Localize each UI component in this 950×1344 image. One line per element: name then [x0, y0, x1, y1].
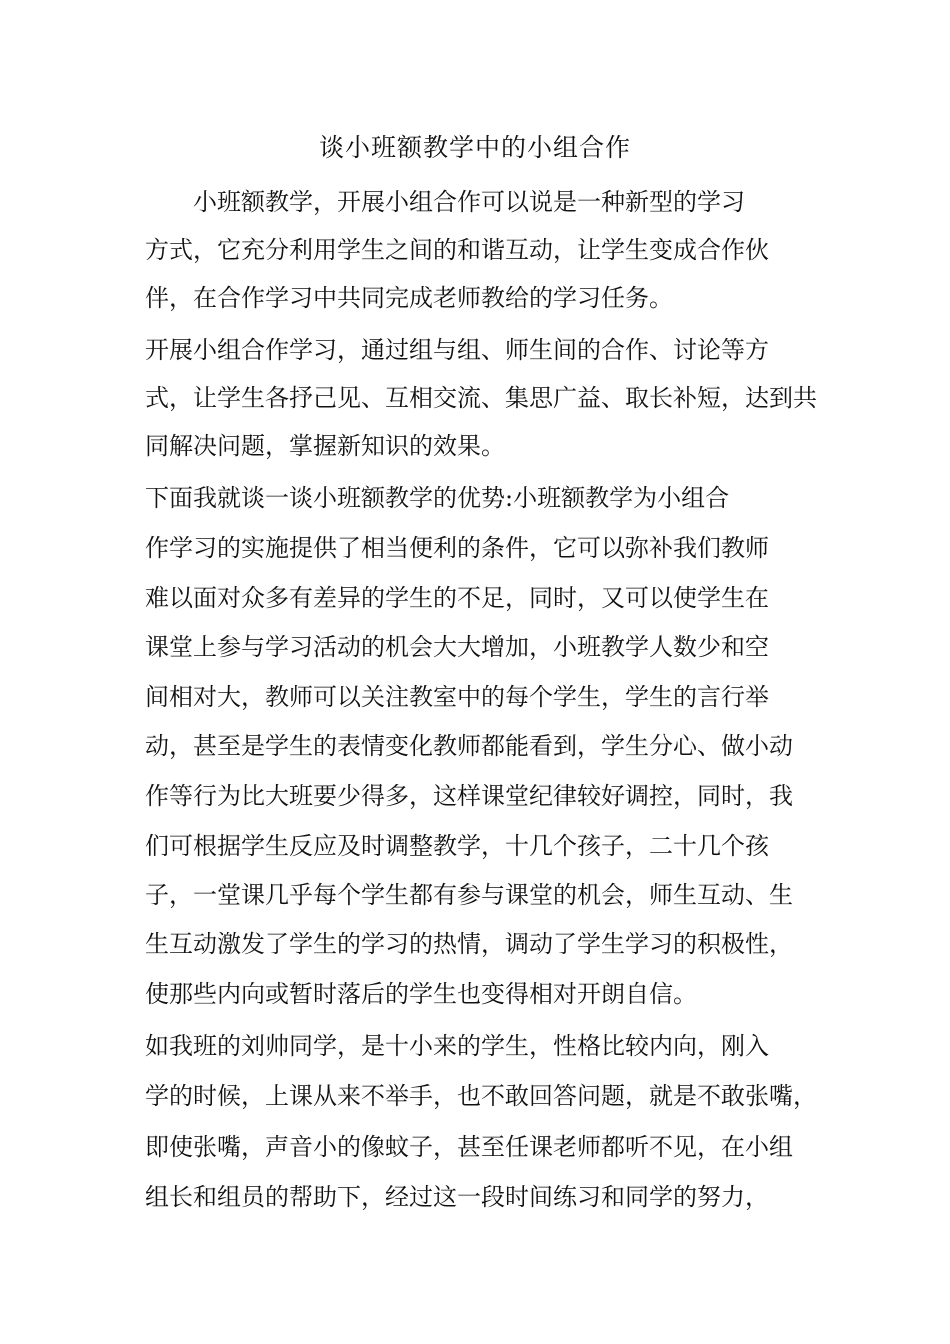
document-title: 谈小班额教学中的小组合作 — [318, 133, 631, 162]
paragraph-line: 课堂上参与学习活动的机会大大增加，小班教学人数少和空 — [145, 633, 769, 661]
paragraph-line: 学的时候，上课从来不举手，也不敢回答问题，就是不敢张嘴， — [145, 1082, 817, 1110]
paragraph-line: 间相对大，教师可以关注教室中的每个学生，学生的言行举 — [145, 683, 769, 711]
paragraph-line: 作等行为比大班要少得多，这样课堂纪律较好调控，同时，我 — [145, 782, 793, 810]
paragraph-line: 开展小组合作学习，通过组与组、师生间的合作、讨论等方 — [145, 336, 769, 364]
paragraph-line: 即使张嘴，声音小的像蚊子，甚至任课老师都听不见，在小组 — [145, 1133, 793, 1161]
paragraph-line: 下面我就谈一谈小班额教学的优势:小班额教学为小组合 — [145, 484, 730, 512]
paragraph-line: 方式，它充分利用学生之间的和谐互动，让学生变成合作伙 — [145, 236, 769, 264]
paragraph-line: 难以面对众多有差异的学生的不足，同时，又可以使学生在 — [145, 584, 769, 612]
paragraph-line: 如我班的刘帅同学，是十小来的学生，性格比较内向，刚入 — [145, 1032, 769, 1060]
paragraph-line: 动，甚至是学生的表情变化教师都能看到，学生分心、做小动 — [145, 732, 793, 760]
paragraph-line: 伴，在合作学习中共同完成老师教给的学习任务。 — [145, 284, 673, 312]
paragraph-line: 作学习的实施提供了相当便利的条件，它可以弥补我们教师 — [145, 534, 769, 562]
paragraph-line: 们可根据学生反应及时调整教学，十几个孩子，二十几个孩 — [145, 832, 769, 860]
paragraph-line: 同解决问题，掌握新知识的效果。 — [145, 432, 505, 460]
paragraph-line: 使那些内向或暂时落后的学生也变得相对开朗自信。 — [145, 980, 697, 1008]
paragraph-line: 子，一堂课几乎每个学生都有参与课堂的机会，师生互动、生 — [145, 881, 793, 909]
paragraph-line: 小班额教学，开展小组合作可以说是一种新型的学习 — [145, 188, 745, 216]
paragraph-line: 生互动激发了学生的学习的热情，调动了学生学习的积极性， — [145, 930, 793, 958]
paragraph-line: 式，让学生各抒己见、互相交流、集思广益、取长补短，达到共 — [145, 384, 817, 412]
paragraph-line: 组长和组员的帮助下，经过这一段时间练习和同学的努力， — [145, 1183, 769, 1211]
